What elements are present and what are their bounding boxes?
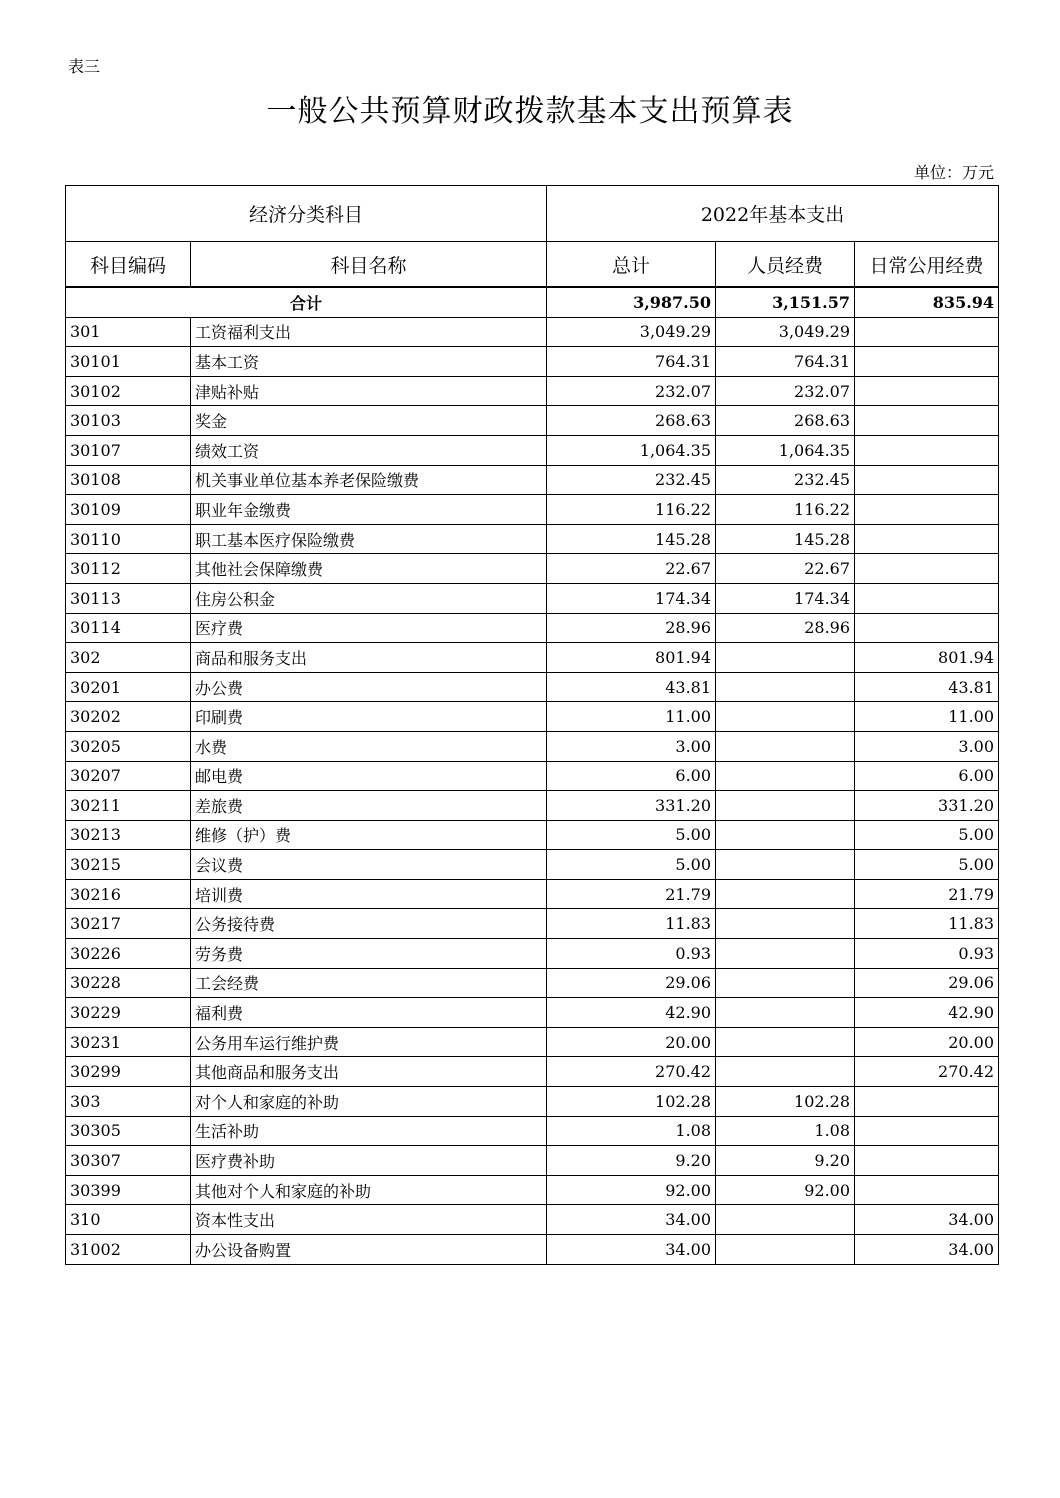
- row-name: 奖金: [191, 406, 547, 436]
- row-code: 301: [66, 317, 191, 347]
- row-total: 801.94: [547, 643, 716, 673]
- table-row: [66, 1087, 999, 1117]
- row-total: 116.22: [547, 495, 716, 525]
- table-row: [66, 406, 999, 436]
- row-name: 职业年金缴费: [191, 495, 547, 525]
- table-row: [66, 1027, 999, 1057]
- row-code: 310: [66, 1205, 191, 1235]
- row-total: 22.67: [547, 554, 716, 584]
- table-row: [66, 672, 999, 702]
- table-row: [66, 613, 999, 643]
- row-personnel: 232.45: [716, 465, 855, 495]
- row-total: 43.81: [547, 672, 716, 702]
- table-row: [66, 643, 999, 673]
- column-header-name: 科目名称: [191, 242, 547, 288]
- row-public: 5.00: [855, 820, 999, 850]
- row-name: 商品和服务支出: [191, 643, 547, 673]
- row-total: 11.00: [547, 702, 716, 732]
- column-header-code: 科目编码: [66, 242, 191, 288]
- page-title: 一般公共预算财政拨款基本支出预算表: [266, 94, 794, 129]
- row-total: 1.08: [547, 1116, 716, 1146]
- row-personnel: 145.28: [716, 524, 855, 554]
- row-code: 30217: [66, 909, 191, 939]
- row-personnel: 9.20: [716, 1146, 855, 1176]
- row-personnel: [716, 1205, 855, 1235]
- row-public: [855, 613, 999, 643]
- row-personnel: 116.22: [716, 495, 855, 525]
- unit-label: 单位：万元: [913, 163, 994, 182]
- row-public: [855, 1146, 999, 1176]
- row-code: 30109: [66, 495, 191, 525]
- table-row: [66, 998, 999, 1028]
- row-personnel: [716, 850, 855, 880]
- table-row: [66, 1175, 999, 1205]
- row-total: 92.00: [547, 1175, 716, 1205]
- row-name: 基本工资: [191, 347, 547, 377]
- column-header-total: 总计: [547, 242, 716, 288]
- row-total: 28.96: [547, 613, 716, 643]
- row-personnel: [716, 731, 855, 761]
- row-public: [855, 465, 999, 495]
- table-row: [66, 909, 999, 939]
- table-row: [66, 702, 999, 732]
- row-name: 公务接待费: [191, 909, 547, 939]
- row-name: 医疗费补助: [191, 1146, 547, 1176]
- row-public: [855, 524, 999, 554]
- row-total: 764.31: [547, 347, 716, 377]
- row-total: 174.34: [547, 583, 716, 613]
- row-personnel: 3,049.29: [716, 317, 855, 347]
- table-label: 表三: [68, 57, 101, 76]
- table-row: [66, 1235, 999, 1265]
- row-code: 30202: [66, 702, 191, 732]
- row-personnel: 232.07: [716, 376, 855, 406]
- row-personnel: [716, 909, 855, 939]
- row-total: 21.79: [547, 879, 716, 909]
- row-personnel: 92.00: [716, 1175, 855, 1205]
- row-name: 其他社会保障缴费: [191, 554, 547, 584]
- row-personnel: [716, 761, 855, 791]
- row-code: 30114: [66, 613, 191, 643]
- table-row: [66, 317, 999, 347]
- row-personnel: 1.08: [716, 1116, 855, 1146]
- table-row: [66, 850, 999, 880]
- row-code: 303: [66, 1087, 191, 1117]
- table-row: [66, 1116, 999, 1146]
- row-public: 331.20: [855, 791, 999, 821]
- row-name: 公务用车运行维护费: [191, 1027, 547, 1057]
- row-name: 邮电费: [191, 761, 547, 791]
- row-total: 3.00: [547, 731, 716, 761]
- row-total: 5.00: [547, 820, 716, 850]
- row-personnel: [716, 643, 855, 673]
- row-code: 31002: [66, 1235, 191, 1265]
- table-row: [66, 583, 999, 613]
- row-code: 30228: [66, 968, 191, 998]
- row-code: 30113: [66, 583, 191, 613]
- row-code: 30399: [66, 1175, 191, 1205]
- row-name: 津贴补贴: [191, 376, 547, 406]
- row-code: 30101: [66, 347, 191, 377]
- table-row: [66, 731, 999, 761]
- row-code: 30213: [66, 820, 191, 850]
- row-public: 11.00: [855, 702, 999, 732]
- total-amount: 3,987.50: [547, 287, 716, 317]
- row-name: 其他商品和服务支出: [191, 1057, 547, 1087]
- row-public: 3.00: [855, 731, 999, 761]
- row-public: [855, 583, 999, 613]
- row-public: 34.00: [855, 1205, 999, 1235]
- row-code: 30299: [66, 1057, 191, 1087]
- row-name: 劳务费: [191, 939, 547, 969]
- row-code: 30201: [66, 672, 191, 702]
- row-total: 6.00: [547, 761, 716, 791]
- table-row: [66, 939, 999, 969]
- row-public: 34.00: [855, 1235, 999, 1265]
- row-public: [855, 347, 999, 377]
- row-code: 30207: [66, 761, 191, 791]
- row-name: 其他对个人和家庭的补助: [191, 1175, 547, 1205]
- table-row: [66, 968, 999, 998]
- table-row: [66, 495, 999, 525]
- row-personnel: [716, 1057, 855, 1087]
- row-public: 5.00: [855, 850, 999, 880]
- row-public: [855, 376, 999, 406]
- row-code: 30216: [66, 879, 191, 909]
- row-public: 42.90: [855, 998, 999, 1028]
- row-personnel: [716, 998, 855, 1028]
- row-name: 会议费: [191, 850, 547, 880]
- row-public: 6.00: [855, 761, 999, 791]
- row-total: 270.42: [547, 1057, 716, 1087]
- row-personnel: [716, 820, 855, 850]
- header-row-group: [66, 186, 999, 242]
- row-total: 232.45: [547, 465, 716, 495]
- total-row: [66, 287, 999, 317]
- row-public: [855, 554, 999, 584]
- row-total: 20.00: [547, 1027, 716, 1057]
- row-public: 270.42: [855, 1057, 999, 1087]
- row-code: 30305: [66, 1116, 191, 1146]
- column-header-personnel: 人员经费: [716, 242, 855, 288]
- row-code: 30231: [66, 1027, 191, 1057]
- row-personnel: 22.67: [716, 554, 855, 584]
- row-total: 331.20: [547, 791, 716, 821]
- row-total: 11.83: [547, 909, 716, 939]
- total-personnel: 3,151.57: [716, 287, 855, 317]
- row-total: 5.00: [547, 850, 716, 880]
- row-total: 232.07: [547, 376, 716, 406]
- table-row: [66, 1057, 999, 1087]
- row-personnel: [716, 879, 855, 909]
- table-row: [66, 1146, 999, 1176]
- row-personnel: [716, 791, 855, 821]
- row-public: 20.00: [855, 1027, 999, 1057]
- row-public: [855, 495, 999, 525]
- row-public: [855, 435, 999, 465]
- table-row: [66, 879, 999, 909]
- row-personnel: 28.96: [716, 613, 855, 643]
- table-row: [66, 554, 999, 584]
- row-code: 30229: [66, 998, 191, 1028]
- row-personnel: 102.28: [716, 1087, 855, 1117]
- row-public: 0.93: [855, 939, 999, 969]
- row-total: 34.00: [547, 1235, 716, 1265]
- row-personnel: [716, 1027, 855, 1057]
- row-name: 印刷费: [191, 702, 547, 732]
- row-name: 培训费: [191, 879, 547, 909]
- row-code: 30110: [66, 524, 191, 554]
- row-public: [855, 1175, 999, 1205]
- table-row: [66, 524, 999, 554]
- table-row: [66, 1205, 999, 1235]
- row-name: 机关事业单位基本养老保险缴费: [191, 465, 547, 495]
- header-row-columns: [66, 242, 999, 288]
- row-name: 绩效工资: [191, 435, 547, 465]
- row-total: 9.20: [547, 1146, 716, 1176]
- row-code: 30205: [66, 731, 191, 761]
- row-name: 住房公积金: [191, 583, 547, 613]
- table-row: [66, 791, 999, 821]
- row-name: 职工基本医疗保险缴费: [191, 524, 547, 554]
- table-row: [66, 376, 999, 406]
- column-header-public: 日常公用经费: [855, 242, 999, 288]
- row-name: 医疗费: [191, 613, 547, 643]
- row-personnel: 764.31: [716, 347, 855, 377]
- table-row: [66, 347, 999, 377]
- total-label: 合计: [66, 287, 547, 317]
- row-name: 维修（护）费: [191, 820, 547, 850]
- table-row: [66, 820, 999, 850]
- row-personnel: 174.34: [716, 583, 855, 613]
- row-name: 工资福利支出: [191, 317, 547, 347]
- row-total: 0.93: [547, 939, 716, 969]
- row-code: 30108: [66, 465, 191, 495]
- row-public: 801.94: [855, 643, 999, 673]
- row-name: 办公费: [191, 672, 547, 702]
- row-code: 30226: [66, 939, 191, 969]
- row-public: [855, 1116, 999, 1146]
- row-total: 1,064.35: [547, 435, 716, 465]
- row-public: 11.83: [855, 909, 999, 939]
- budget-table: [65, 185, 999, 1265]
- row-personnel: [716, 968, 855, 998]
- row-public: 43.81: [855, 672, 999, 702]
- row-name: 办公设备购置: [191, 1235, 547, 1265]
- row-code: 30215: [66, 850, 191, 880]
- row-name: 生活补助: [191, 1116, 547, 1146]
- row-personnel: [716, 1235, 855, 1265]
- row-total: 29.06: [547, 968, 716, 998]
- row-code: 30102: [66, 376, 191, 406]
- row-name: 福利费: [191, 998, 547, 1028]
- row-personnel: [716, 702, 855, 732]
- row-total: 42.90: [547, 998, 716, 1028]
- row-name: 差旅费: [191, 791, 547, 821]
- row-code: 30103: [66, 406, 191, 436]
- row-name: 工会经费: [191, 968, 547, 998]
- total-public: 835.94: [855, 287, 999, 317]
- table-row: [66, 435, 999, 465]
- row-total: 268.63: [547, 406, 716, 436]
- table-row: [66, 465, 999, 495]
- row-name: 水费: [191, 731, 547, 761]
- row-total: 145.28: [547, 524, 716, 554]
- row-public: [855, 1087, 999, 1117]
- row-total: 3,049.29: [547, 317, 716, 347]
- row-name: 对个人和家庭的补助: [191, 1087, 547, 1117]
- row-public: [855, 406, 999, 436]
- row-personnel: [716, 939, 855, 969]
- column-group-economic-category: 经济分类科目: [66, 186, 547, 242]
- row-personnel: 1,064.35: [716, 435, 855, 465]
- row-code: 30107: [66, 435, 191, 465]
- row-public: [855, 317, 999, 347]
- row-code: 30112: [66, 554, 191, 584]
- row-total: 34.00: [547, 1205, 716, 1235]
- row-total: 102.28: [547, 1087, 716, 1117]
- row-public: 21.79: [855, 879, 999, 909]
- row-public: 29.06: [855, 968, 999, 998]
- row-code: 302: [66, 643, 191, 673]
- table-row: [66, 761, 999, 791]
- row-code: 30307: [66, 1146, 191, 1176]
- row-personnel: 268.63: [716, 406, 855, 436]
- column-group-basic-expenditure: 2022年基本支出: [547, 186, 999, 242]
- row-name: 资本性支出: [191, 1205, 547, 1235]
- row-code: 30211: [66, 791, 191, 821]
- row-personnel: [716, 672, 855, 702]
